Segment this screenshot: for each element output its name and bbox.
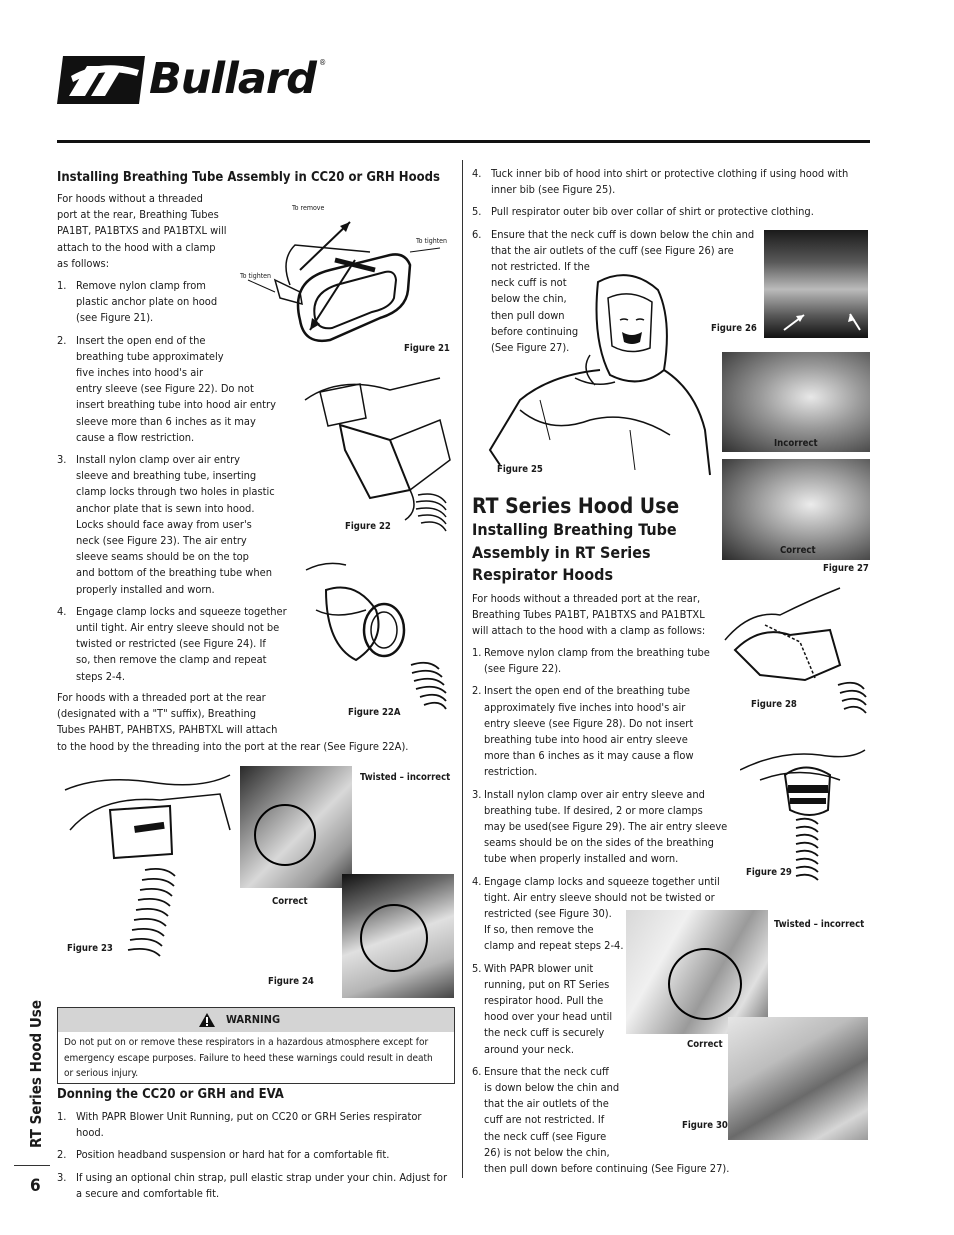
figure-22-caption: Figure 22	[345, 521, 391, 532]
label-incorrect: Incorrect	[774, 438, 818, 449]
figure-27-incorrect-photo	[722, 352, 870, 452]
figure-29	[740, 740, 870, 890]
bullard-logo	[57, 52, 332, 108]
figure-22a-caption: Figure 22A	[348, 707, 401, 718]
list-item: 4. Engage clamp locks and squeeze together until tight. Air entry sleeve should not be twisted or restricted (see Figure 24). If so, then remove the clamp and repeat steps 2-4.	[57, 604, 287, 683]
donning-heading: Donning the CC20 or GRH and EVA	[57, 1087, 284, 1102]
figure-26-caption: Figure 26	[711, 323, 757, 334]
header-rule	[57, 140, 870, 143]
label-correct-27: Correct	[780, 545, 816, 556]
airflow-arrows	[764, 230, 868, 338]
list-item: 5. Pull respirator outer bib over collar of shirt or protective clothing.	[472, 205, 814, 219]
list-item: 6. Ensure that the neck cuff is down below the chin and that the air outlets of the cuff (see Figure 26) are not restricted. If the neck cuff is not below the chin, then pull down before continuing (See Figure 27).	[472, 227, 755, 355]
list-item: 3. Install nylon clamp over air entry sleeve and breathing tube, inserting clamp locks through two holes in plastic anchor plate that is sewn into hood. Locks should face away from user's neck (see Figure 23). The air entry sleeve seams should be on the top and bottom of the breathing tube when properly installed and worn.	[57, 453, 275, 596]
page-number: 6	[30, 1176, 41, 1196]
figure-30-correct-photo	[728, 1017, 868, 1140]
warning-text: Do not put on or remove these respirators in a hazardous atmosphere except for emergency escape purposes. Failure to heed these warnings could result in death or serious injury.	[64, 1037, 433, 1079]
figure-24-twisted-photo	[240, 766, 352, 888]
figure-22a	[296, 550, 456, 720]
warning-title: WARNING	[226, 1013, 281, 1026]
figure-29-caption: Figure 29	[746, 867, 792, 878]
rt-subtitle: Installing Breathing Tube Assembly in RT Series Respirator Hoods	[472, 520, 677, 584]
rt-intro: For hoods without a threaded port at the rear, Breathing Tubes PA1BT, PA1BTXS and PA1BTXL will attach to the hood with a clamp as follows:	[472, 592, 706, 638]
label-to-tighten-top: To tighten	[416, 237, 448, 245]
sidebar-rule	[14, 1165, 50, 1166]
figure-21	[240, 200, 455, 360]
list-item: 1. Remove nylon clamp from plastic anchor plate on hood (see Figure 21).	[57, 279, 218, 325]
rt-title: RT Series Hood Use	[472, 494, 680, 518]
figure-28	[720, 580, 870, 720]
label-to-remove: To remove	[292, 204, 325, 212]
warning-header	[58, 1008, 454, 1032]
figure-23	[60, 770, 240, 960]
warning-icon	[199, 1013, 215, 1027]
registered-mark: ®	[319, 58, 327, 67]
label-twisted-incorrect-30: Twisted – incorrect	[774, 919, 865, 930]
highlight-circle	[360, 904, 428, 972]
clamp-drawing	[240, 200, 455, 360]
list-item: 6. Ensure that the neck cuff is down below the chin and that the air outlets of the cuff are not restricted. If the neck cuff (see Figure 26) is not below the chin, then pull down before continuing (See Figure 27).	[472, 1064, 730, 1176]
figure-28-caption: Figure 28	[751, 699, 797, 710]
list-item: 1. With PAPR Blower Unit Running, put on CC20 or GRH Series respirator hood.	[57, 1110, 422, 1140]
clamp-installed-drawing	[60, 770, 240, 960]
list-item: 4. Tuck inner bib of hood into shirt or protective clothing if using hood with inner bib (see Figure 25).	[472, 167, 849, 197]
label-twisted-incorrect: Twisted – incorrect	[360, 772, 451, 783]
figure-23-caption: Figure 23	[67, 943, 113, 954]
brand-name: Bullard	[149, 54, 316, 104]
figure-30-caption: Figure 30	[682, 1120, 728, 1131]
hood-wearer-drawing	[480, 260, 712, 480]
cc20-intro: For hoods without a threaded port at the rear, Breathing Tubes PA1BT, PA1BTXS and PA1BTXL will attach to the hood with a clamp as follows:	[57, 192, 227, 270]
highlight-circle	[668, 948, 742, 1020]
figure-26-photo	[764, 230, 868, 338]
list-item: 5. With PAPR blower unit running, put on RT Series respirator hood. Pull the hood over your head until the neck cuff is securely around your neck.	[472, 961, 613, 1056]
list-item: 4. Engage clamp locks and squeeze together until tight. Air entry sleeve should not be twisted or restricted (see Figure 30). If so, then remove the clamp and repeat steps 2-4.	[472, 874, 720, 953]
figure-25	[480, 260, 712, 480]
column-divider	[462, 160, 463, 1178]
label-to-tighten-left: To tighten	[240, 272, 272, 280]
list-item: 2. Position headband suspension or hard hat for a comfortable fit.	[57, 1148, 390, 1162]
figure-27-caption: Figure 27	[823, 563, 869, 574]
figure-21-caption: Figure 21	[404, 343, 450, 354]
figure-24-correct-photo	[342, 874, 454, 998]
list-item: 2. Insert the open end of the breathing tube approximately five inches into hood's air entry sleeve (see Figure 28). Do not insert breathing tube into hood air entry sleeve more than 6 inches as it may cause a flow restriction.	[472, 684, 694, 779]
sleeve-drawing	[300, 370, 460, 540]
highlight-circle	[254, 804, 316, 866]
label-correct: Correct	[272, 896, 308, 907]
warning-box	[57, 1007, 455, 1084]
list-item: 3. Install nylon clamp over air entry sleeve and breathing tube. If desired, 2 or more clamps may be used(see Figure 29). The air entry sleeve seams should be on the sides of the breathing tube when properly installed and worn.	[472, 787, 728, 866]
label-correct-30: Correct	[687, 1039, 723, 1050]
figure-22	[300, 370, 460, 540]
list-item: 3. If using an optional chin strap, pull elastic strap under your chin. Adjust for a secure and comfortable fit.	[57, 1170, 448, 1200]
list-item: 1. Remove nylon clamp from the breathing tube (see Figure 22).	[472, 646, 710, 676]
figure-30-twisted-photo	[626, 910, 768, 1034]
donning-steps	[57, 1109, 457, 1208]
figure-24-caption: Figure 24	[268, 976, 314, 987]
threaded-port-text: For hoods with a threaded port at the rear (designated with a "T" suffix), Breathing Tubes PAHBT, PAHBTXS, PAHBTXL will attach to the hood by the threading into the port at the rear (See Figure 22A).	[57, 691, 409, 753]
sidebar-section-title: RT Series Hood Use	[27, 999, 45, 1148]
figure-25-caption: Figure 25	[497, 464, 543, 475]
list-item: 2. Insert the open end of the breathing tube approximately five inches into hood's air entry sleeve (see Figure 22). Do not insert breathing tube into hood air entry sleeve more than 6 inches as it may cause a flow restriction.	[57, 333, 276, 444]
cc20-heading: Installing Breathing Tube Assembly in CC20 or GRH Hoods	[57, 170, 440, 185]
threaded-port-drawing	[296, 550, 456, 720]
